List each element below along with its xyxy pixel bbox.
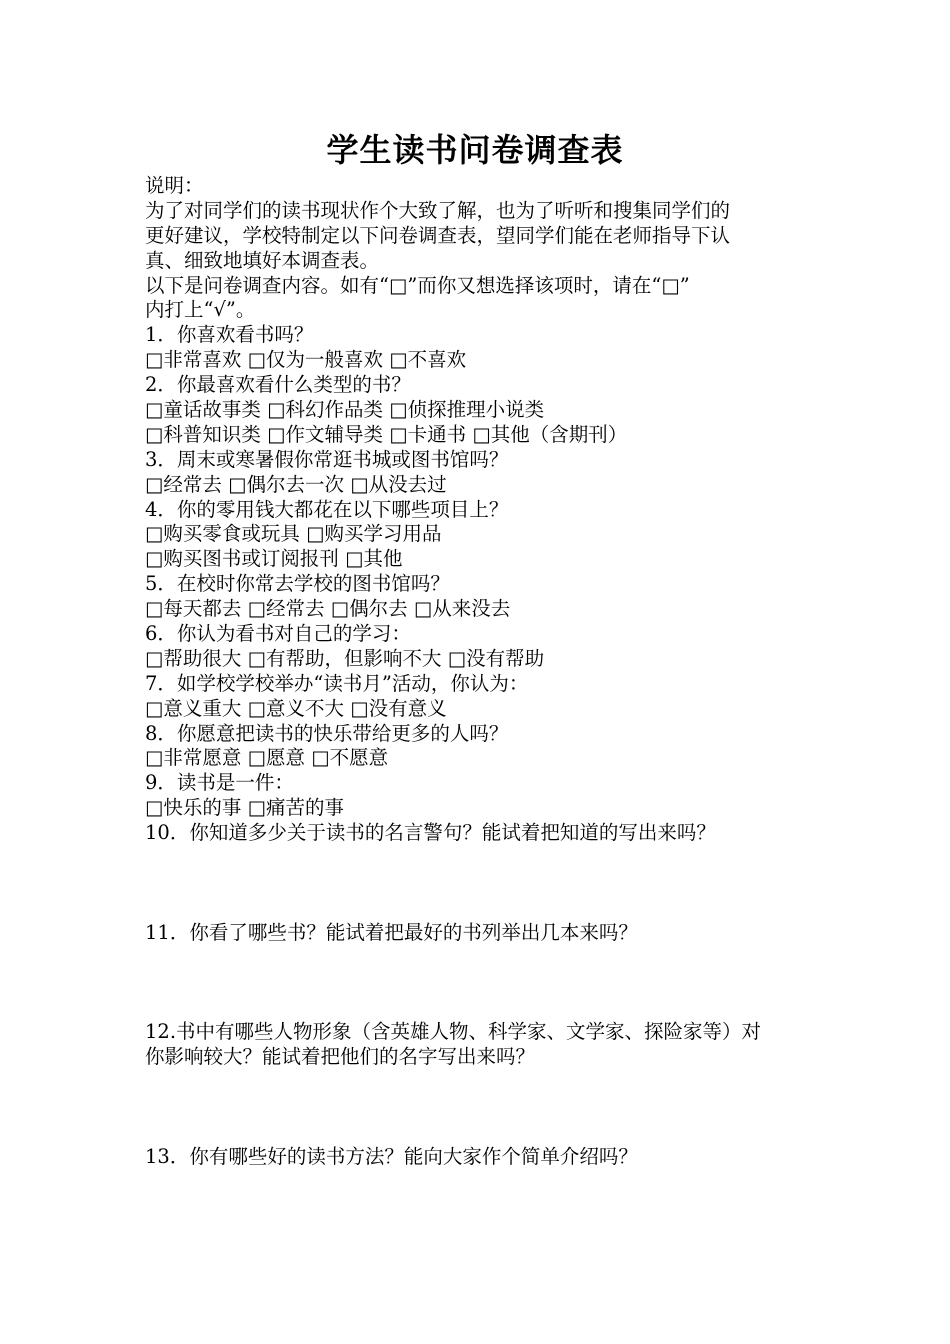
- question-2-options[interactable]: □童话故事类 □科幻作品类 □侦探推理小说类: [145, 398, 545, 422]
- question-5: 5．在校时你常去学校的图书馆吗？: [145, 572, 450, 596]
- question-9: 9．读书是一件：: [145, 771, 294, 795]
- question-1-options[interactable]: □非常喜欢 □仅为一般喜欢 □不喜欢: [145, 348, 467, 372]
- answer-space[interactable]: [145, 846, 815, 921]
- question-5-options[interactable]: □每天都去 □经常去 □偶尔去 □从来没去: [145, 597, 511, 621]
- document-body: [145, 174, 815, 1170]
- document-title: 学生读书问卷调查表: [326, 131, 624, 169]
- question-4-options[interactable]: □购买图书或订阅报刊 □其他: [145, 547, 403, 571]
- question-12-cont: 你影响较大？能试着把他们的名字写出来吗？: [145, 1045, 536, 1069]
- question-4: 4．你的零用钱大都花在以下哪些项目上？: [145, 497, 509, 521]
- answer-space[interactable]: [145, 946, 815, 1021]
- question-7-options[interactable]: □意义重大 □意义不大 □没有意义: [145, 696, 447, 720]
- question-7: 7．如学校学校举办“读书月”活动，你认为：: [145, 671, 529, 695]
- intro-line: 为了对同学们的读书现状作个大致了解，也为了听听和搜集同学们的: [145, 198, 731, 222]
- intro-line: 更好建议，学校特制定以下问卷调查表，望同学们能在老师指导下认: [145, 223, 731, 247]
- question-6-options[interactable]: □帮助很大 □有帮助，但影响不大 □没有帮助: [145, 646, 545, 670]
- question-8-options[interactable]: □非常愿意 □愿意 □不愿意: [145, 746, 389, 770]
- question-12: 12.书中有哪些人物形象（含英雄人物、科学家、文学家、探险家等）对: [145, 1020, 762, 1044]
- question-8: 8．你愿意把读书的快乐带给更多的人吗？: [145, 721, 509, 745]
- intro-heading: 说明：: [145, 174, 204, 197]
- intro-line: 内打上“√”。: [145, 298, 256, 322]
- question-11: 11．你看了哪些书？能试着把最好的书列举出几本来吗？: [145, 920, 638, 944]
- intro-line: 真、细致地填好本调查表。: [145, 248, 380, 272]
- question-13: 13．你有哪些好的读书方法？能向大家作个简单介绍吗？: [145, 1144, 638, 1168]
- question-9-options[interactable]: □快乐的事 □痛苦的事: [145, 796, 345, 820]
- question-3: 3．周末或寒暑假你常逛书城或图书馆吗？: [145, 447, 509, 471]
- question-3-options[interactable]: □经常去 □偶尔去一次 □从没去过: [145, 472, 447, 496]
- intro-line: 以下是问卷调查内容。如有“□”而你又想选择该项时，请在“□”: [145, 273, 690, 297]
- question-2-options[interactable]: □科普知识类 □作文辅导类 □卡通书 □其他（含期刊）: [145, 422, 628, 446]
- question-4-options[interactable]: □购买零食或玩具 □购买学习用品: [145, 522, 442, 546]
- question-10: 10．你知道多少关于读书的名言警句？能试着把知道的写出来吗？: [145, 821, 716, 845]
- question-6: 6．你认为看书对自己的学习：: [145, 622, 411, 646]
- answer-space[interactable]: [145, 1070, 815, 1145]
- question-2: 2．你最喜欢看什么类型的书？: [145, 373, 411, 397]
- question-1: 1．你喜欢看书吗？: [145, 323, 314, 347]
